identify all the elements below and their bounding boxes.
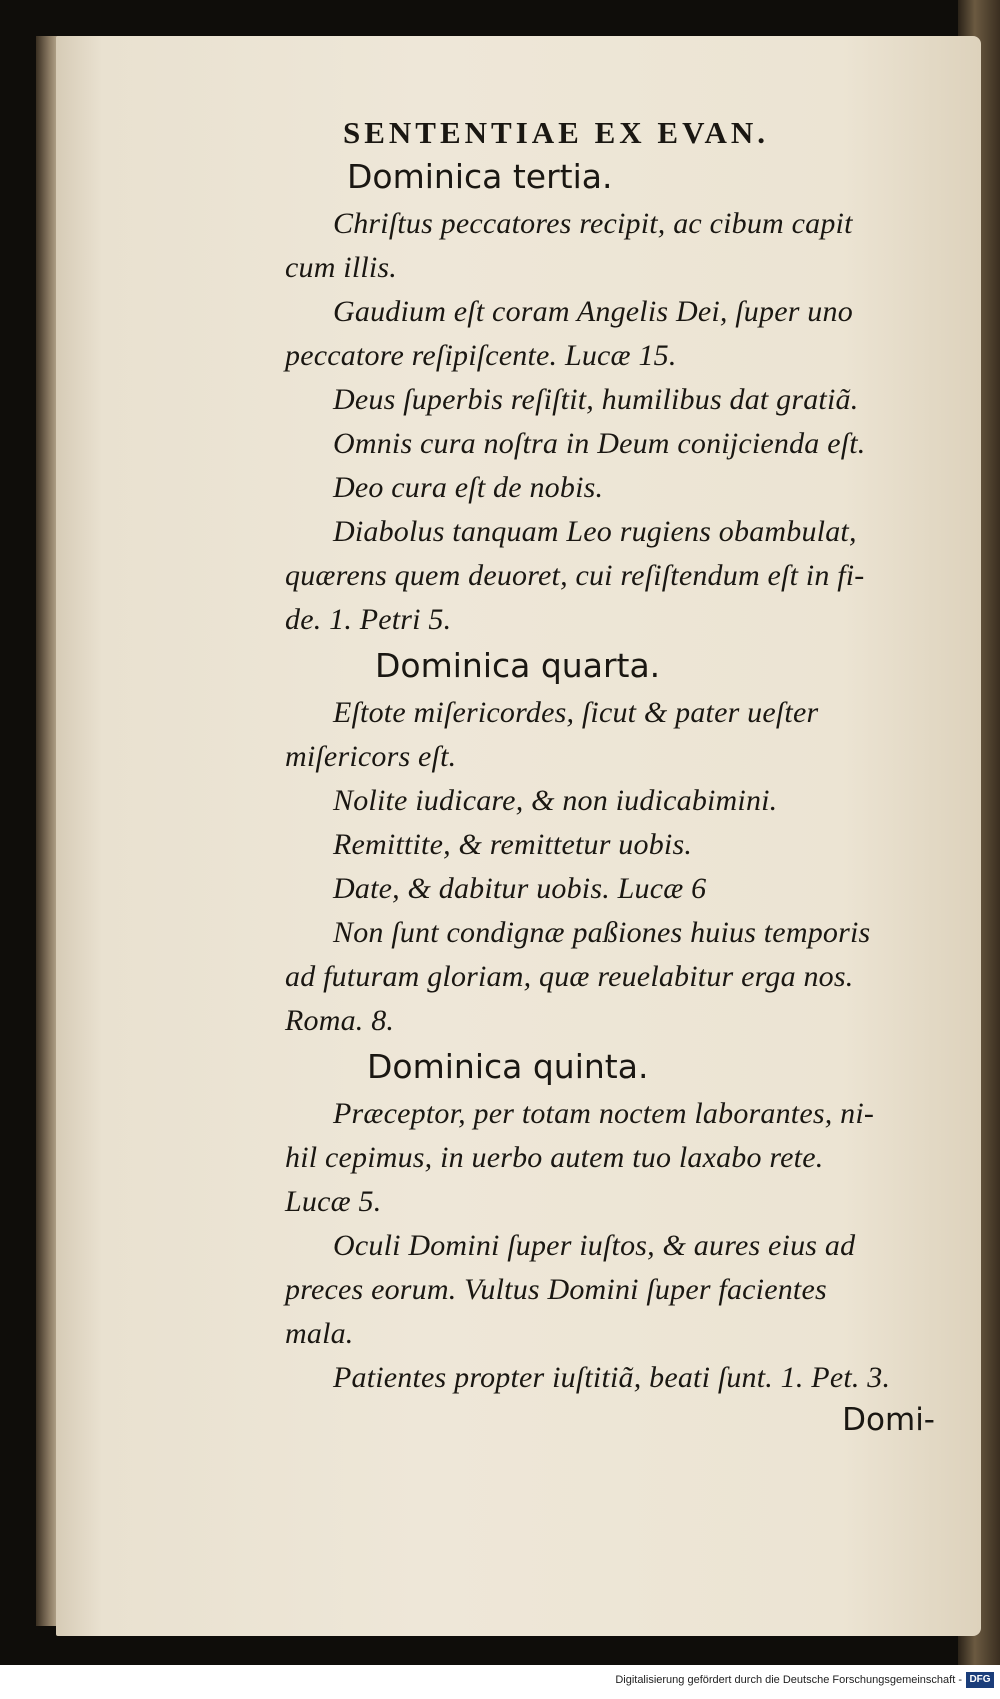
text-line: ad futuram gloriam, quæ reuelabitur erga nos. — [285, 960, 854, 993]
text-line: Gaudium eſt coram Angelis Dei, ſuper uno — [333, 295, 853, 328]
text-line: Deus ſuperbis reſiſtit, humilibus dat gratiã. — [333, 383, 859, 416]
section-dominica-tertia — [285, 157, 945, 642]
text-line: Præceptor, per totam noctem laborantes, ni- — [333, 1097, 875, 1130]
footer-credit: Digitalisierung gefördert durch die Deutsche Forschungsgemeinschaft - — [615, 1674, 962, 1686]
text-line: Lucæ 5. — [285, 1185, 382, 1218]
section-heading: Dominica quarta. — [375, 646, 661, 685]
section-heading: Dominica quinta. — [367, 1047, 649, 1086]
text-line: Date, & dabitur uobis. Lucæ 6 — [333, 872, 707, 905]
text-line: Remittite, & remittetur uobis. — [333, 828, 693, 861]
text-line: Roma. 8. — [285, 1004, 395, 1037]
section-dominica-quinta — [285, 1047, 945, 1400]
running-head: SENTENTIAE EX EVAN. — [343, 115, 770, 150]
text-line: hil cepimus, in uerbo autem tuo laxabo rete. — [285, 1141, 824, 1174]
book-spine-edge — [36, 36, 58, 1626]
text-line: Patientes propter iuſtitiã, beati ſunt. 1. Pet. 3. — [333, 1361, 891, 1394]
dfg-logo-icon: DFG — [966, 1672, 994, 1688]
text-line: Diabolus tanquam Leo rugiens obambulat, — [333, 515, 857, 548]
text-line: Omnis cura noſtra in Deum conijcienda eſt. — [333, 427, 866, 460]
text-line: Chriſtus peccatores recipit, ac cibum capit — [333, 207, 853, 240]
text-line: quærens quem deuoret, cui reſiſtendum eſt in fi- — [285, 559, 865, 592]
text-line: Non ſunt condignæ paßiones huius temporis — [333, 916, 871, 949]
text-line: cum illis. — [285, 251, 397, 284]
text-line: peccatore reſipiſcente. Lucæ 15. — [285, 339, 677, 372]
text-line: preces eorum. Vultus Domini ſuper facientes — [285, 1273, 827, 1306]
section-heading: Dominica tertia. — [347, 157, 613, 196]
text-line: Nolite iudicare, & non iudicabimini. — [333, 784, 778, 817]
text-line: Deo cura eſt de nobis. — [333, 471, 604, 504]
digitization-footer — [0, 1665, 1000, 1699]
text-line: mala. — [285, 1317, 354, 1350]
text-line: de. 1. Petri 5. — [285, 603, 452, 636]
section-dominica-quarta — [285, 646, 945, 1043]
text-line: Oculi Domini ſuper iuſtos, & aures eius ad — [333, 1229, 856, 1262]
page-text-block — [285, 115, 945, 1438]
text-line: miſericors eſt. — [285, 740, 457, 773]
text-line: Eſtote miſericordes, ſicut & pater ueſter — [333, 696, 819, 729]
catchword: Domi- — [842, 1402, 935, 1438]
